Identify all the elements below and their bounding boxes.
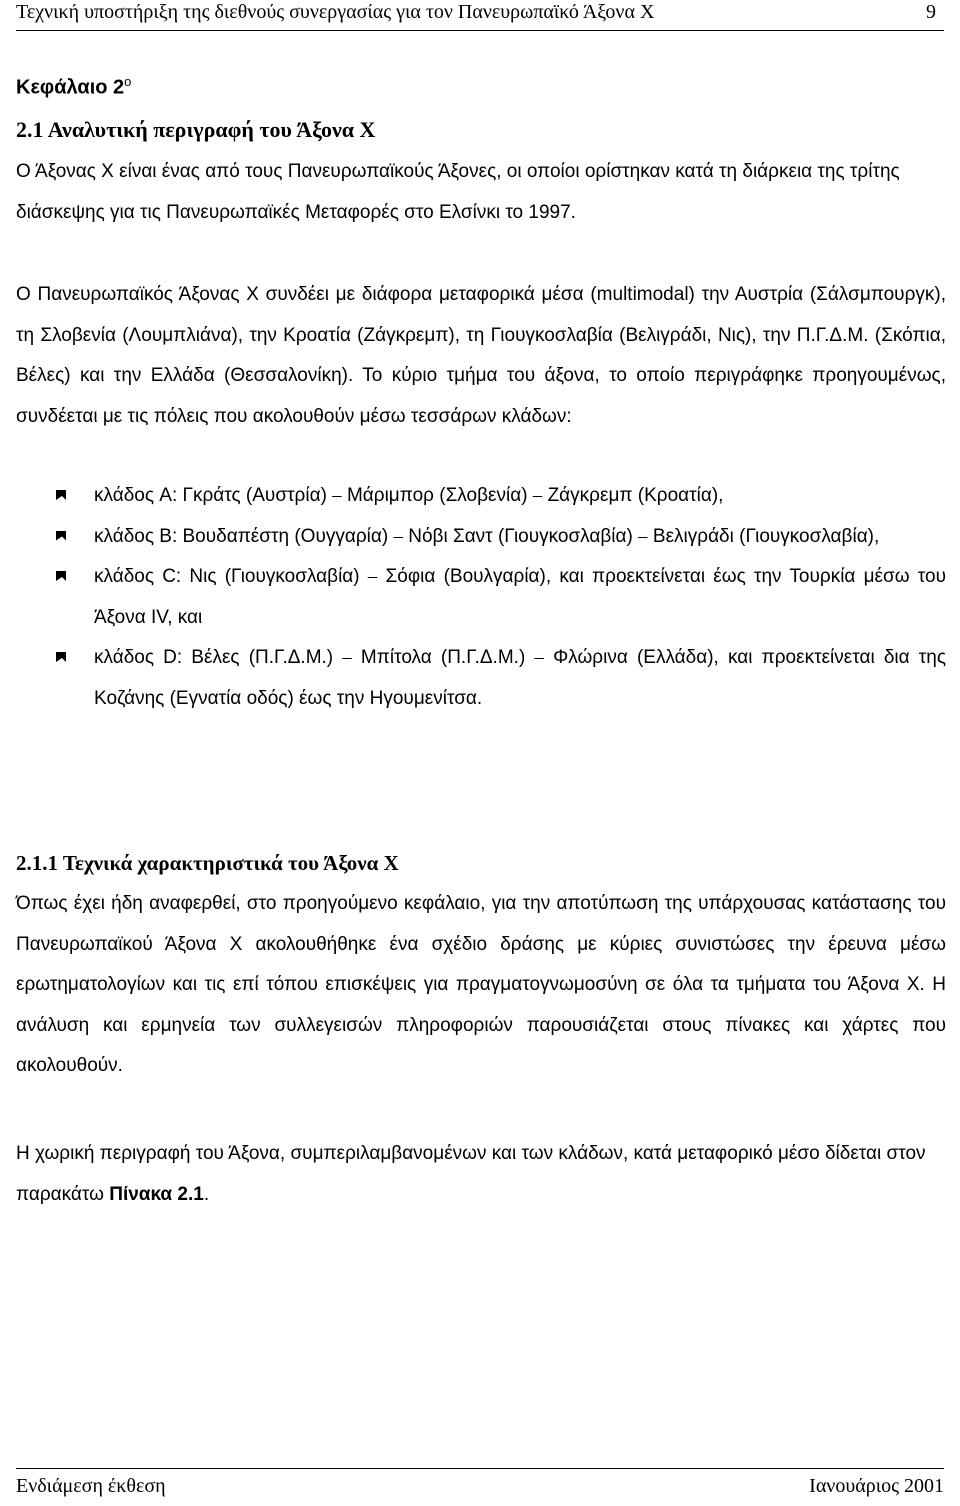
chapter-label: Κεφάλαιο 2 — [16, 76, 125, 99]
chapter-heading — [16, 70, 131, 100]
table-reference-text: Η χωρική περιγραφή του Άξονα, συμπεριλαμβανομένων και των κλάδων, κατά μεταφορικό μέσο δίδεται στον παρακάτω — [16, 1143, 926, 1205]
section-title: 2.1 Αναλυτική περιγραφή του Άξονα Χ — [16, 117, 376, 142]
chapter-ordinal: ο — [124, 74, 132, 89]
footer-left: Ενδιάμεση έκθεση — [16, 1475, 166, 1497]
bullet-icon — [56, 490, 66, 500]
list-item — [16, 638, 946, 719]
branch-c-text: κλάδος C: Νις (Γιουγκοσλαβία) ⎯ Σόφια (Βουλγαρία), και προεκτείνεται έως την Τουρκία μέσω του Άξονα IV, και — [94, 566, 946, 628]
list-item — [16, 476, 946, 517]
table-reference-end: . — [203, 1183, 210, 1205]
table-reference-link: Πίνακα 2.1 — [109, 1183, 204, 1205]
intro-paragraph: Ο Άξονας Χ είναι ένας από τους Πανευρωπαϊκούς Άξονες, οι οποίοι ορίστηκαν κατά τη διάρκεια της τρίτης διάσκεψης για τις Πανευρωπαϊκές Μεταφορές στο Ελσίνκι το 1997. — [16, 161, 900, 223]
list-item — [16, 557, 946, 638]
branch-d-text: κλάδος D: Βέλες (Π.Γ.Δ.Μ.) ⎯ Μπίτολα (Π.Γ.Δ.Μ.) ⎯ Φλώρινα (Ελλάδα), και προεκτείνεται δια της Κοζάνης (Εγνατία οδός) έως την Ηγουμενίτσα. — [94, 647, 946, 709]
subsection-title: 2.1.1 Τεχνικά χαρακτηριστικά του Άξονα Χ — [16, 851, 399, 875]
axis-description-paragraph: Ο Πανευρωπαϊκός Άξονας Χ συνδέει με διάφορα μεταφορικά μέσα (multimodal) την Αυστρία (Σάλσμπουργκ), τη Σλοβενία (Λουμπλιάνα), την Κροατία (Ζάγκρεμπ), τη Γιουγκοσλαβία (Βελιγράδι, Νις), την Π.Γ.Δ.Μ. (Σκόπια, Βέλες) και την Ελλάδα (Θεσσαλονίκη). Το κύριο τμήμα του άξονα, το οποίο περιγράφηκε προηγουμένως, συνδέεται με τις πόλεις που ακολουθούν μέσω τεσσάρων κλάδων: — [16, 284, 946, 427]
bullet-icon — [56, 531, 66, 541]
list-item — [16, 517, 946, 558]
bullet-icon — [56, 571, 66, 581]
branches-list — [16, 476, 946, 719]
page-footer — [16, 1468, 944, 1502]
branch-b-text: κλάδος B: Βουδαπέστη (Ουγγαρία) ⎯ Νόβι Σαντ (Γιουγκοσλαβία) ⎯ Βελιγράδι (Γιουγκοσλαβία), — [94, 525, 880, 547]
page-header — [16, 0, 944, 31]
bullet-icon — [56, 652, 66, 662]
technical-paragraph: Όπως έχει ήδη αναφερθεί, στο προηγούμενο κεφάλαιο, για την αποτύπωση της υπάρχουσας κατάστασης του Πανευρωπαϊκού Άξονα Χ ακολουθήθηκε ένα σχέδιο δράσης με κύριες συνιστώσες την έρευνα μέσω ερωτηματολογίων και τις επί τόπου επισκέψεις για πραγματογνωμοσύνη σε όλα τα τμήματα του Άξονα Χ. Η ανάλυση και ερμηνεία των συλλεγεισών πληροφοριών παρουσιάζεται στους πίνακες και χάρτες που ακολουθούν. — [16, 893, 946, 1076]
page-number: 9 — [926, 1, 936, 23]
branch-a-text: κλάδος A: Γκράτς (Αυστρία) ⎯ Μάριμπορ (Σλοβενία) ⎯ Ζάγκρεμπ (Κροατία), — [94, 485, 724, 506]
header-title: Τεχνική υποστήριξη της διεθνούς συνεργασίας για τον Πανευρωπαϊκό Άξονα Χ — [16, 1, 655, 23]
table-reference-paragraph — [16, 1134, 946, 1215]
footer-right: Ιανουάριος 2001 — [809, 1475, 944, 1497]
